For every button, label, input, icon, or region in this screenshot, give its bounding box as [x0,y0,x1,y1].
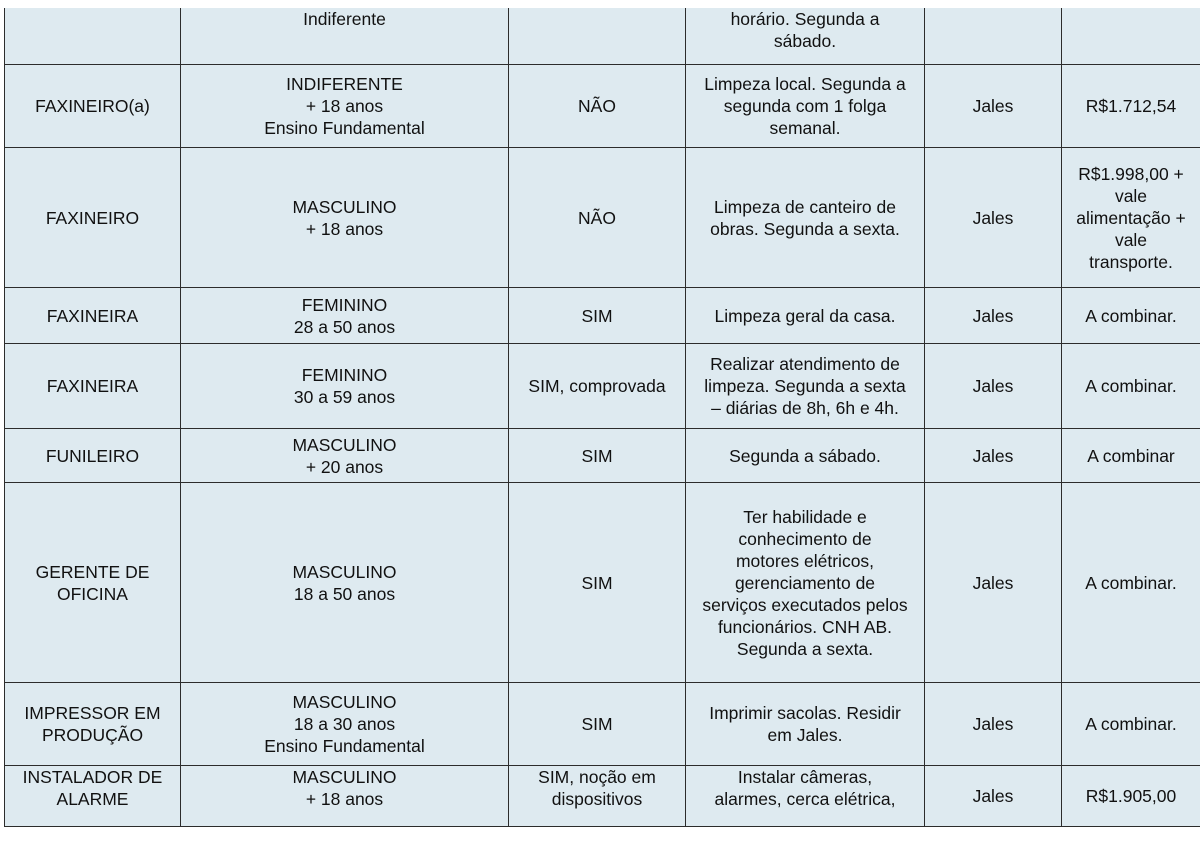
cell-experiencia: NÃO [509,65,686,148]
cell-salario: R$1.712,54 [1062,65,1200,148]
cell-descricao: Limpeza local. Segunda a segunda com 1 folga semanal. [686,65,925,148]
cell-salario: A combinar [1062,429,1200,483]
cell-local [925,8,1062,65]
table-row [5,683,1200,766]
cell-perfil: MASCULINO 18 a 30 anos Ensino Fundamental [181,683,509,766]
cell-experiencia [509,8,686,65]
cell-perfil: INDIFERENTE + 18 anos Ensino Fundamental [181,65,509,148]
cell-descricao: Instalar câmeras, alarmes, cerca elétrica, [686,766,925,827]
cell-salario [1062,8,1200,65]
cell-local: Jales [925,429,1062,483]
cell-local: Jales [925,65,1062,148]
cell-perfil: FEMININO 30 a 59 anos [181,344,509,429]
cell-perfil: MASCULINO + 20 anos [181,429,509,483]
cell-experiencia: NÃO [509,148,686,288]
cell-perfil: Indiferente [181,8,509,65]
cell-descricao: Segunda a sábado. [686,429,925,483]
table-row [5,344,1200,429]
cell-descricao: Limpeza de canteiro de obras. Segunda a sexta. [686,148,925,288]
table-row [5,766,1200,827]
cell-local: Jales [925,683,1062,766]
cell-local: Jales [925,483,1062,683]
cell-experiencia: SIM [509,288,686,344]
cell-cargo: FAXINEIRA [5,344,181,429]
cell-perfil: MASCULINO + 18 anos [181,148,509,288]
cell-cargo: FAXINEIRA [5,288,181,344]
cell-experiencia: SIM [509,683,686,766]
cell-experiencia: SIM, noção em dispositivos [509,766,686,827]
cell-experiencia: SIM, comprovada [509,344,686,429]
table-row [5,148,1200,288]
table-row [5,429,1200,483]
table-row [5,8,1200,65]
job-vacancies-table [4,8,1200,827]
cell-experiencia: SIM [509,429,686,483]
cell-salario: R$1.998,00 + vale alimentação + vale transporte. [1062,148,1200,288]
cell-cargo [5,8,181,65]
cell-perfil: MASCULINO 18 a 50 anos [181,483,509,683]
cell-cargo: FUNILEIRO [5,429,181,483]
table-row [5,288,1200,344]
cell-local: Jales [925,288,1062,344]
cell-descricao: Ter habilidade e conhecimento de motores elétricos, gerenciamento de serviços executados pelos funcionários. CNH AB. Segunda a sexta. [686,483,925,683]
cell-perfil: MASCULINO + 18 anos [181,766,509,827]
cell-cargo: GERENTE DE OFICINA [5,483,181,683]
cell-cargo: FAXINEIRO(a) [5,65,181,148]
cell-salario: A combinar. [1062,683,1200,766]
cell-local: Jales [925,344,1062,429]
cell-descricao: Realizar atendimento de limpeza. Segunda a sexta – diárias de 8h, 6h e 4h. [686,344,925,429]
cell-descricao: horário. Segunda a sábado. [686,8,925,65]
cell-descricao: Imprimir sacolas. Residir em Jales. [686,683,925,766]
cell-cargo: FAXINEIRO [5,148,181,288]
cell-perfil: FEMININO 28 a 50 anos [181,288,509,344]
cell-salario: R$1.905,00 [1062,766,1200,827]
cell-descricao: Limpeza geral da casa. [686,288,925,344]
cell-experiencia: SIM [509,483,686,683]
table-row [5,65,1200,148]
cell-salario: A combinar. [1062,483,1200,683]
cell-cargo: INSTALADOR DE ALARME [5,766,181,827]
cell-salario: A combinar. [1062,344,1200,429]
cell-cargo: IMPRESSOR EM PRODUÇÃO [5,683,181,766]
table-row [5,483,1200,683]
cell-local: Jales [925,766,1062,827]
cell-salario: A combinar. [1062,288,1200,344]
cell-local: Jales [925,148,1062,288]
